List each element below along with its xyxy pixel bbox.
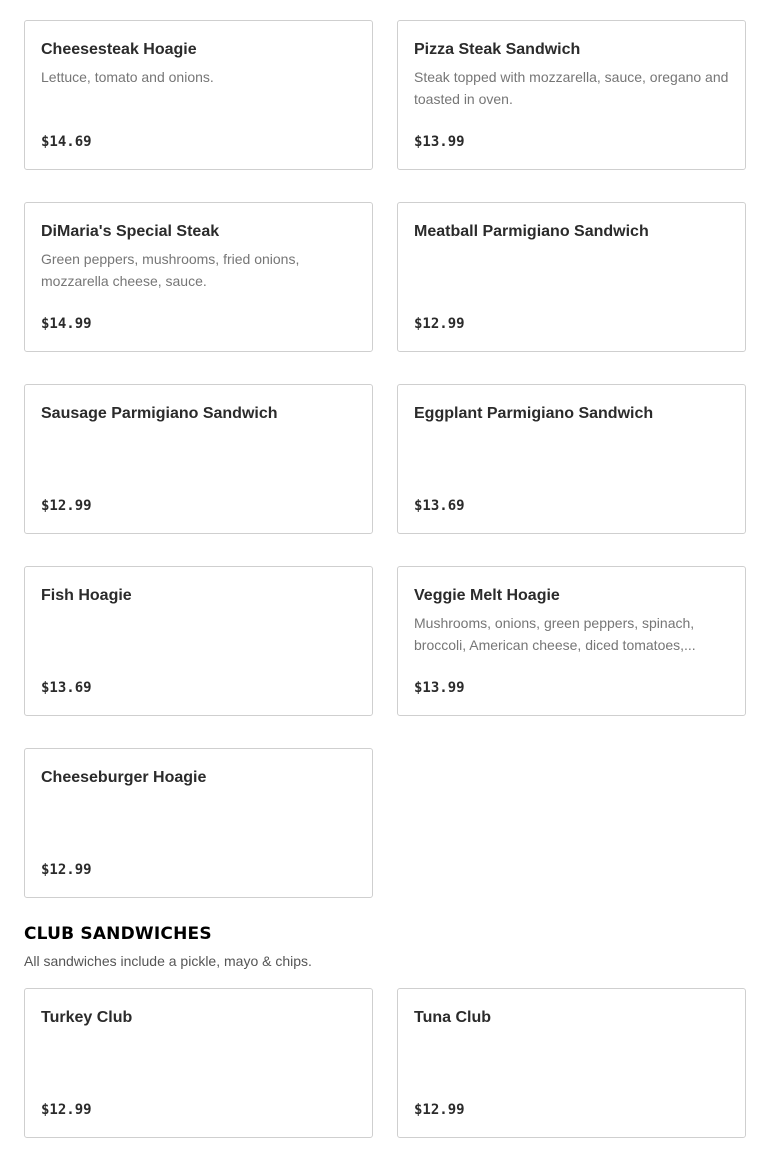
menu-item-name: Pizza Steak Sandwich	[414, 41, 581, 58]
menu-item-card[interactable]	[24, 202, 373, 352]
menu-item-price: $12.99	[41, 862, 92, 878]
menu-item-card[interactable]	[24, 384, 373, 534]
menu-item-description: Lettuce, tomato and onions.	[41, 69, 214, 85]
menu-item-price: $12.99	[414, 316, 465, 332]
menu-item-name: Turkey Club	[41, 1009, 133, 1026]
menu-item-card[interactable]	[24, 20, 373, 170]
menu-item-card[interactable]	[24, 748, 373, 898]
menu-item-name: Cheeseburger Hoagie	[41, 769, 207, 786]
menu-item-price: $14.69	[41, 134, 92, 150]
menu-item-name: Eggplant Parmigiano Sandwich	[414, 405, 654, 422]
hoagies-menu-grid	[24, 20, 746, 898]
menu-item-description: Steak topped with mozzarella, sauce, oregano and toasted in oven.	[414, 69, 729, 107]
menu-item-card[interactable]	[397, 566, 746, 716]
menu-item-price: $13.69	[414, 498, 465, 514]
menu-item-price: $13.99	[414, 680, 465, 696]
menu-item-card[interactable]	[397, 384, 746, 534]
menu-item-name: DiMaria's Special Steak	[41, 223, 220, 240]
menu-item-price: $12.99	[414, 1102, 465, 1118]
menu-item-name: Fish Hoagie	[41, 587, 132, 604]
menu-item-price: $13.99	[414, 134, 465, 150]
menu-item-price: $13.69	[41, 680, 92, 696]
menu-item-card[interactable]	[24, 566, 373, 716]
menu-item-name: Sausage Parmigiano Sandwich	[41, 405, 278, 422]
section-subtitle: All sandwiches include a pickle, mayo & chips.	[24, 953, 312, 969]
menu-item-price: $14.99	[41, 316, 92, 332]
menu-item-name: Meatball Parmigiano Sandwich	[414, 223, 649, 240]
menu-item-card[interactable]	[397, 202, 746, 352]
menu-item-card[interactable]	[397, 988, 746, 1138]
menu-item-card[interactable]	[397, 20, 746, 170]
section-title: CLUB SANDWICHES	[24, 924, 212, 944]
menu-item-card[interactable]	[24, 988, 373, 1138]
club-sandwiches-grid	[24, 988, 746, 1138]
menu-item-description: Mushrooms, onions, green peppers, spinach, broccoli, American cheese, diced tomatoes,...	[414, 615, 696, 653]
menu-item-price: $12.99	[41, 1102, 92, 1118]
menu-item-description: Green peppers, mushrooms, fried onions, mozzarella cheese, sauce.	[41, 251, 300, 289]
menu-item-price: $12.99	[41, 498, 92, 514]
menu-item-name: Tuna Club	[414, 1009, 492, 1026]
menu-item-name: Cheesesteak Hoagie	[41, 41, 197, 58]
menu-item-name: Veggie Melt Hoagie	[414, 587, 560, 604]
